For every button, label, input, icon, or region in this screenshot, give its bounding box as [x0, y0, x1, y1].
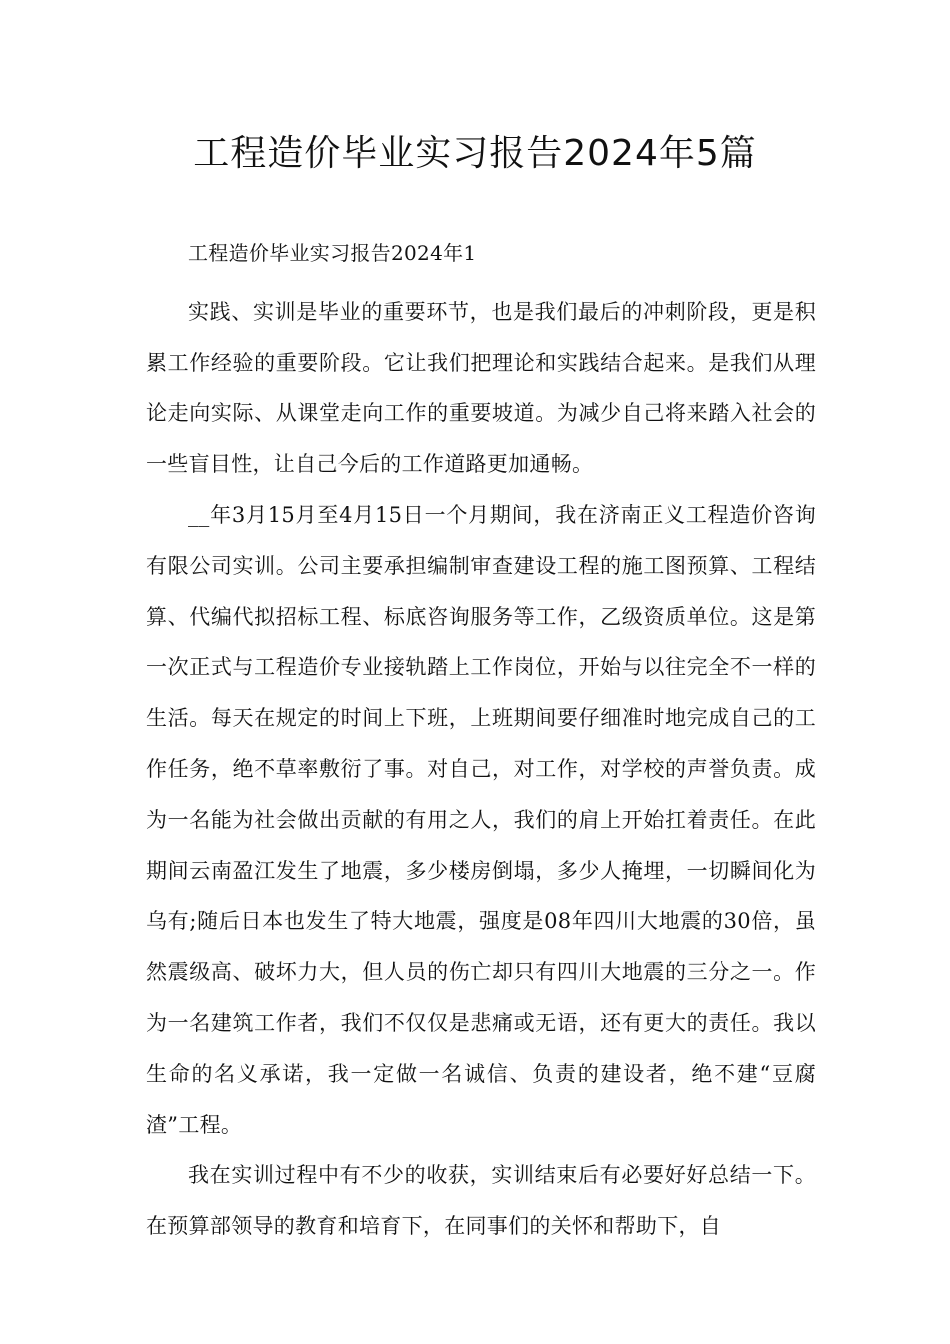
paragraph-intro: 实践、实训是毕业的重要环节，也是我们最后的冲刺阶段，更是积累工作经验的重要阶段。它让我们把理论和实践结合起来。是我们从理论走向实际、从课堂走向工作的重要坡道。为减少自己将来踏入社会的一些盲目性，让自己今后的工作道路更加通畅。	[146, 299, 816, 477]
document-title: 工程造价毕业实习报告2024年5篇	[193, 133, 757, 174]
document-body	[146, 228, 816, 1252]
section-subtitle: 工程造价毕业实习报告2024年1	[188, 241, 477, 265]
paragraph-internship: __年3月15月至4月15日一个月期间，我在济南正义工程造价咨询有限公司实训。公司主要承担编制审查建设工程的施工图预算、工程结算、代编代拟招标工程、标底咨询服务等工作，乙级资质单位。这是第一次正式与工程造价专业接轨踏上工作岗位，开始与以往完全不一样的生活。每天在规定的时间上下班，上班期间要仔细准时地完成自己的工作任务，绝不草率敷衍了事。对自己，对工作，对学校的声誉负责。成为一名能为社会做出贡献的有用之人，我们的肩上开始扛着责任。在此期间云南盈江发生了地震，多少楼房倒塌，多少人掩埋，一切瞬间化为乌有;随后日本也发生了特大地震，强度是08年四川大地震的30倍，虽然震级高、破坏力大，但人员的伤亡却只有四川大地震的三分之一。作为一名建筑工作者，我们不仅仅是悲痛或无语，还有更大的责任。我以生命的名义承诺，我一定做一名诚信、负责的建设者，绝不建“豆腐渣”工程。	[146, 502, 816, 1137]
paragraph-summary: 我在实训过程中有不少的收获，实训结束后有必要好好总结一下。在预算部领导的教育和培育下，在同事们的关怀和帮助下，自	[146, 1163, 816, 1239]
